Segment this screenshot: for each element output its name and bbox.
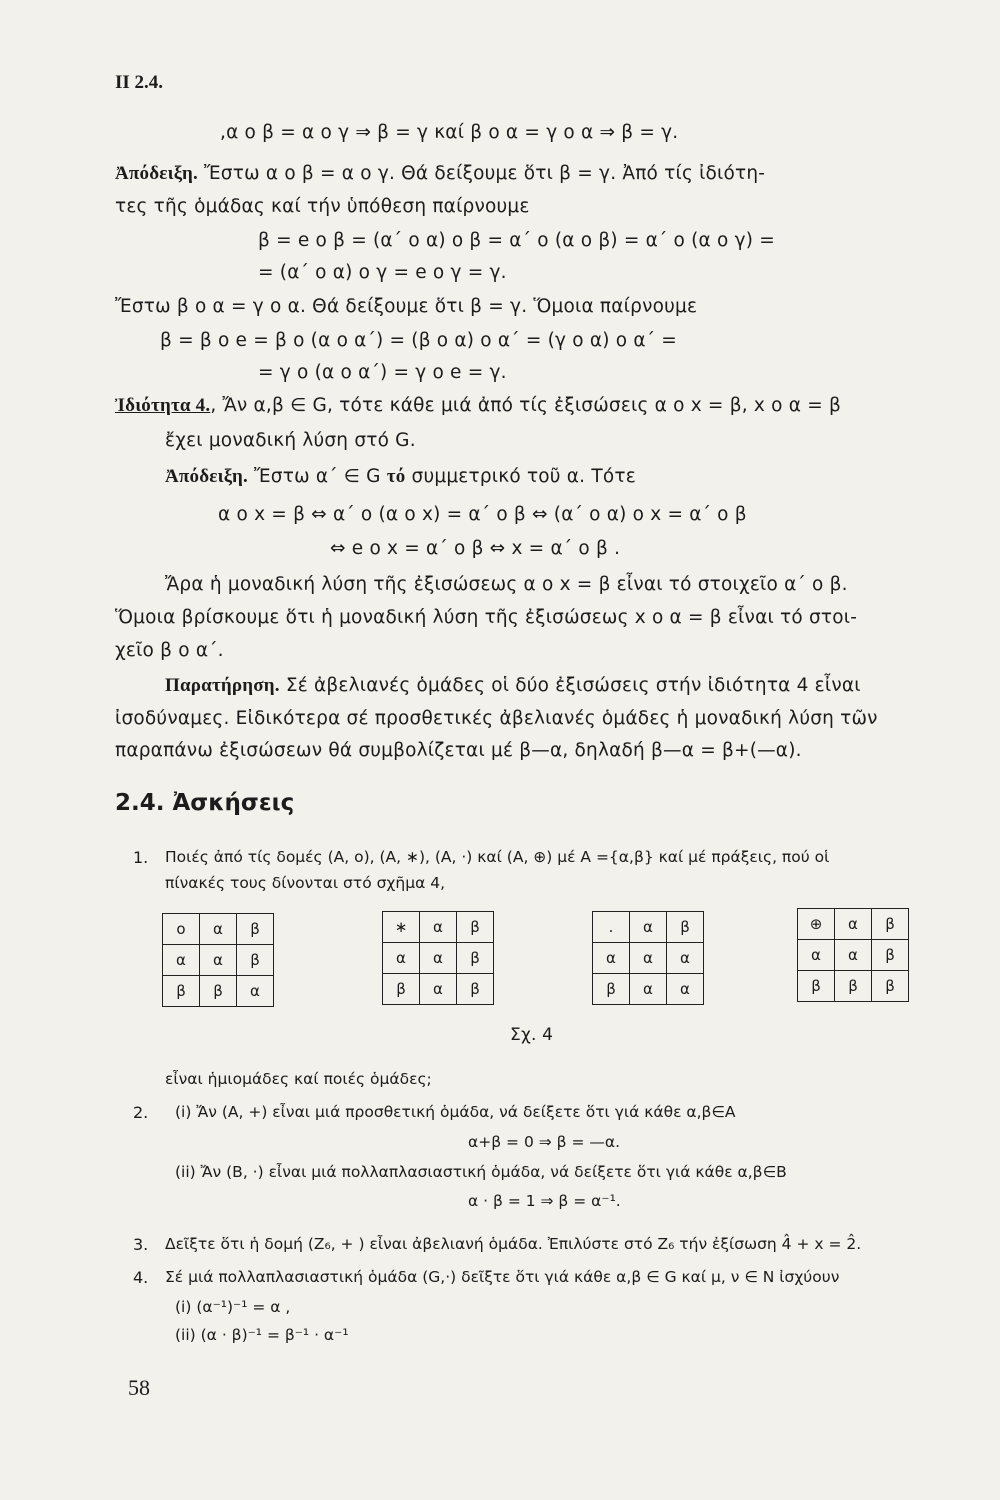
exercise-text: πίνακές τους δίνονται στό σχῆμα 4, [165, 874, 446, 892]
operation-table-star [382, 911, 494, 1005]
table-cell: α [835, 909, 872, 940]
table-row [798, 940, 909, 971]
table-cell: β [667, 912, 704, 943]
proof-2 [165, 466, 636, 488]
operation-table-oplus [797, 908, 909, 1002]
text-line: Ἔστω β ο α = γ ο α. Θά δείξουμε ὅτι β = γ. Ὅμοια παίρνουμε [115, 296, 698, 317]
table-cell: α [667, 974, 704, 1005]
exercise-number: 2. [133, 1103, 149, 1122]
table-cell: β [457, 912, 494, 943]
table-cell: ∗ [383, 912, 420, 943]
table-cell: α [383, 943, 420, 974]
text-line: Ὅμοια βρίσκουμε ὅτι ἡ μοναδική λύση τῆς ἐξισώσεως x ο α = β εἶναι τό στοι- [115, 607, 858, 628]
text-line: ἔχει μοναδική λύση στό G. [165, 430, 416, 451]
table-cell: α [630, 943, 667, 974]
equation-line: = γ ο (α ο α΄) = γ ο e = γ. [258, 362, 507, 383]
table-cell: α [835, 940, 872, 971]
exercise-number: 1. [133, 848, 149, 867]
table-row [593, 974, 704, 1005]
equation-line: α ο x = β ⇔ α΄ ο (α ο x) = α΄ ο β ⇔ (α΄ ο α) ο x = α΄ ο β [218, 504, 747, 525]
exercise-text: Δεῖξτε ὅτι ἡ δομή (Z₆, + ) εἶναι ἀβελιανή ὁμάδα. Ἐπιλύστε στό Z₆ τήν ἐξίσωση 4̂ + x = 2̂. [165, 1235, 862, 1253]
table-cell: ⊕ [798, 909, 835, 940]
property-text: , Ἄν α,β ∈ G, τότε κάθε μιά ἀπό τίς ἐξισώσεις α ο x = β, x ο α = β [210, 395, 841, 416]
table-row [163, 976, 274, 1007]
table-cell: α [163, 945, 200, 976]
page-header: ΙΙ 2.4. [115, 72, 164, 93]
proof-label: Ἀπόδειξη. [165, 466, 248, 487]
property-label: Ἰδιότητα 4. [115, 395, 211, 416]
proof-label: Ἀπόδειξη. [115, 163, 198, 184]
text-line: ἰσοδύναμες. Εἰδικότερα σέ προσθετικές ἀβελιανές ὁμάδες ἡ μοναδική λύση τῶν [115, 708, 878, 729]
table-cell: α [593, 943, 630, 974]
table-row [383, 974, 494, 1005]
table-cell: β [835, 971, 872, 1002]
text-line: χεῖο β ο α΄. [115, 640, 224, 661]
proof-text: Ἔστω α΄ ∈ G [247, 466, 387, 487]
table-cell: β [872, 971, 909, 1002]
text-line: παραπάνω ἐξισώσεων θά συμβολίζεται μέ β—α, δηλαδή β—α = β+(—α). [115, 740, 802, 761]
table-cell: β [200, 976, 237, 1007]
table-cell: . [593, 912, 630, 943]
table-cell: α [798, 940, 835, 971]
table-row [593, 912, 704, 943]
exercise-text: (ii) (α · β)⁻¹ = β⁻¹ · α⁻¹ [175, 1326, 349, 1344]
table-cell: ο [163, 914, 200, 945]
page-number: 58 [128, 1375, 150, 1400]
exercise-text: εἶναι ἡμιομάδες καί ποιές ὁμάδες; [165, 1070, 432, 1088]
table-cell: β [237, 945, 274, 976]
equation-line: β = e ο β = (α΄ ο α) ο β = α΄ ο (α ο β) = α΄ ο (α ο γ) = [258, 230, 775, 251]
exercise-equation: α · β = 1 ⇒ β = α⁻¹. [468, 1192, 621, 1210]
table-row [383, 943, 494, 974]
table-row [163, 945, 274, 976]
remark-text: Σέ ἀβελιανές ὁμάδες οἱ δύο ἐξισώσεις στήν ἰδιότητα 4 εἶναι [279, 675, 861, 696]
table-cell: β [163, 976, 200, 1007]
table-row [798, 971, 909, 1002]
proof-text-bold: τό [386, 466, 406, 487]
text-line: τες τῆς ὁμάδας καί τήν ὑπόθεση παίρνουμε [115, 196, 530, 217]
exercise-text: Ποιές ἀπό τίς δομές (Α, ο), (Α, ∗), (Α, ·) καί (Α, ⊕) μέ Α ={α,β} καί μέ πράξεις, πού οἱ [165, 848, 830, 866]
table-cell: α [667, 943, 704, 974]
proof-text: συμμετρικό τοῦ α. Τότε [405, 466, 636, 487]
theorem-line: ,α ο β = α ο γ ⇒ β = γ καί β ο α = γ ο α ⇒ β = γ. [220, 122, 679, 143]
figure-caption: Σχ. 4 [510, 1025, 554, 1045]
exercise-text: (i) (α⁻¹)⁻¹ = α , [175, 1298, 291, 1316]
equation-line: = (α΄ ο α) ο γ = e ο γ = γ. [258, 262, 507, 283]
table-cell: β [237, 914, 274, 945]
table-cell: β [383, 974, 420, 1005]
operation-table-dot [592, 911, 704, 1005]
table-cell: β [872, 909, 909, 940]
table-cell: β [457, 943, 494, 974]
equation-line: ⇔ e ο x = α΄ ο β ⇔ x = α΄ ο β . [330, 538, 621, 559]
remark [165, 675, 861, 697]
exercise-number: 3. [133, 1235, 149, 1254]
section-title: 2.4. Ἀσκήσεις [115, 790, 295, 816]
table-cell: β [593, 974, 630, 1005]
exercise-equation: α+β = 0 ⇒ β = —α. [468, 1133, 621, 1151]
table-row [163, 914, 274, 945]
proof-1 [115, 163, 765, 185]
remark-label: Παρατήρηση. [165, 675, 280, 696]
table-row [593, 943, 704, 974]
operation-table-circle [162, 913, 274, 1007]
exercise-text: (i) Ἄν (Α, +) εἶναι μιά προσθετική ὁμάδα, νά δείξετε ὅτι γιά κάθε α,β∈Α [175, 1103, 736, 1121]
equation-line: β = β ο e = β ο (α ο α΄) = (β ο α) ο α΄ = (γ ο α) ο α΄ = [160, 330, 677, 351]
table-cell: β [798, 971, 835, 1002]
table-cell: β [457, 974, 494, 1005]
table-cell: α [200, 945, 237, 976]
proof-text: Ἔστω α ο β = α ο γ. Θά δείξουμε ὅτι β = γ. Ἀπό τίς ἰδιότη- [197, 163, 766, 184]
exercise-text: Σέ μιά πολλαπλασιαστική ὁμάδα (G,·) δεῖξτε ὅτι γιά κάθε α,β ∈ G καί μ, ν ∈ N ἰσχύουν [165, 1268, 840, 1286]
table-cell: α [200, 914, 237, 945]
table-cell: α [420, 912, 457, 943]
table-cell: α [630, 912, 667, 943]
table-cell: α [630, 974, 667, 1005]
exercise-number: 4. [133, 1268, 149, 1287]
table-cell: β [872, 940, 909, 971]
property-4 [115, 395, 841, 417]
table-cell: α [420, 943, 457, 974]
table-row [798, 909, 909, 940]
table-cell: α [420, 974, 457, 1005]
exercise-text: (ii) Ἄν (Β, ·) εἶναι μιά πολλαπλασιαστική ὁμάδα, νά δείξετε ὅτι γιά κάθε α,β∈Β [175, 1163, 787, 1181]
table-cell: α [237, 976, 274, 1007]
text-line: Ἄρα ἡ μοναδική λύση τῆς ἐξισώσεως α ο x = β εἶναι τό στοιχεῖο α΄ ο β. [165, 574, 848, 595]
table-row [383, 912, 494, 943]
